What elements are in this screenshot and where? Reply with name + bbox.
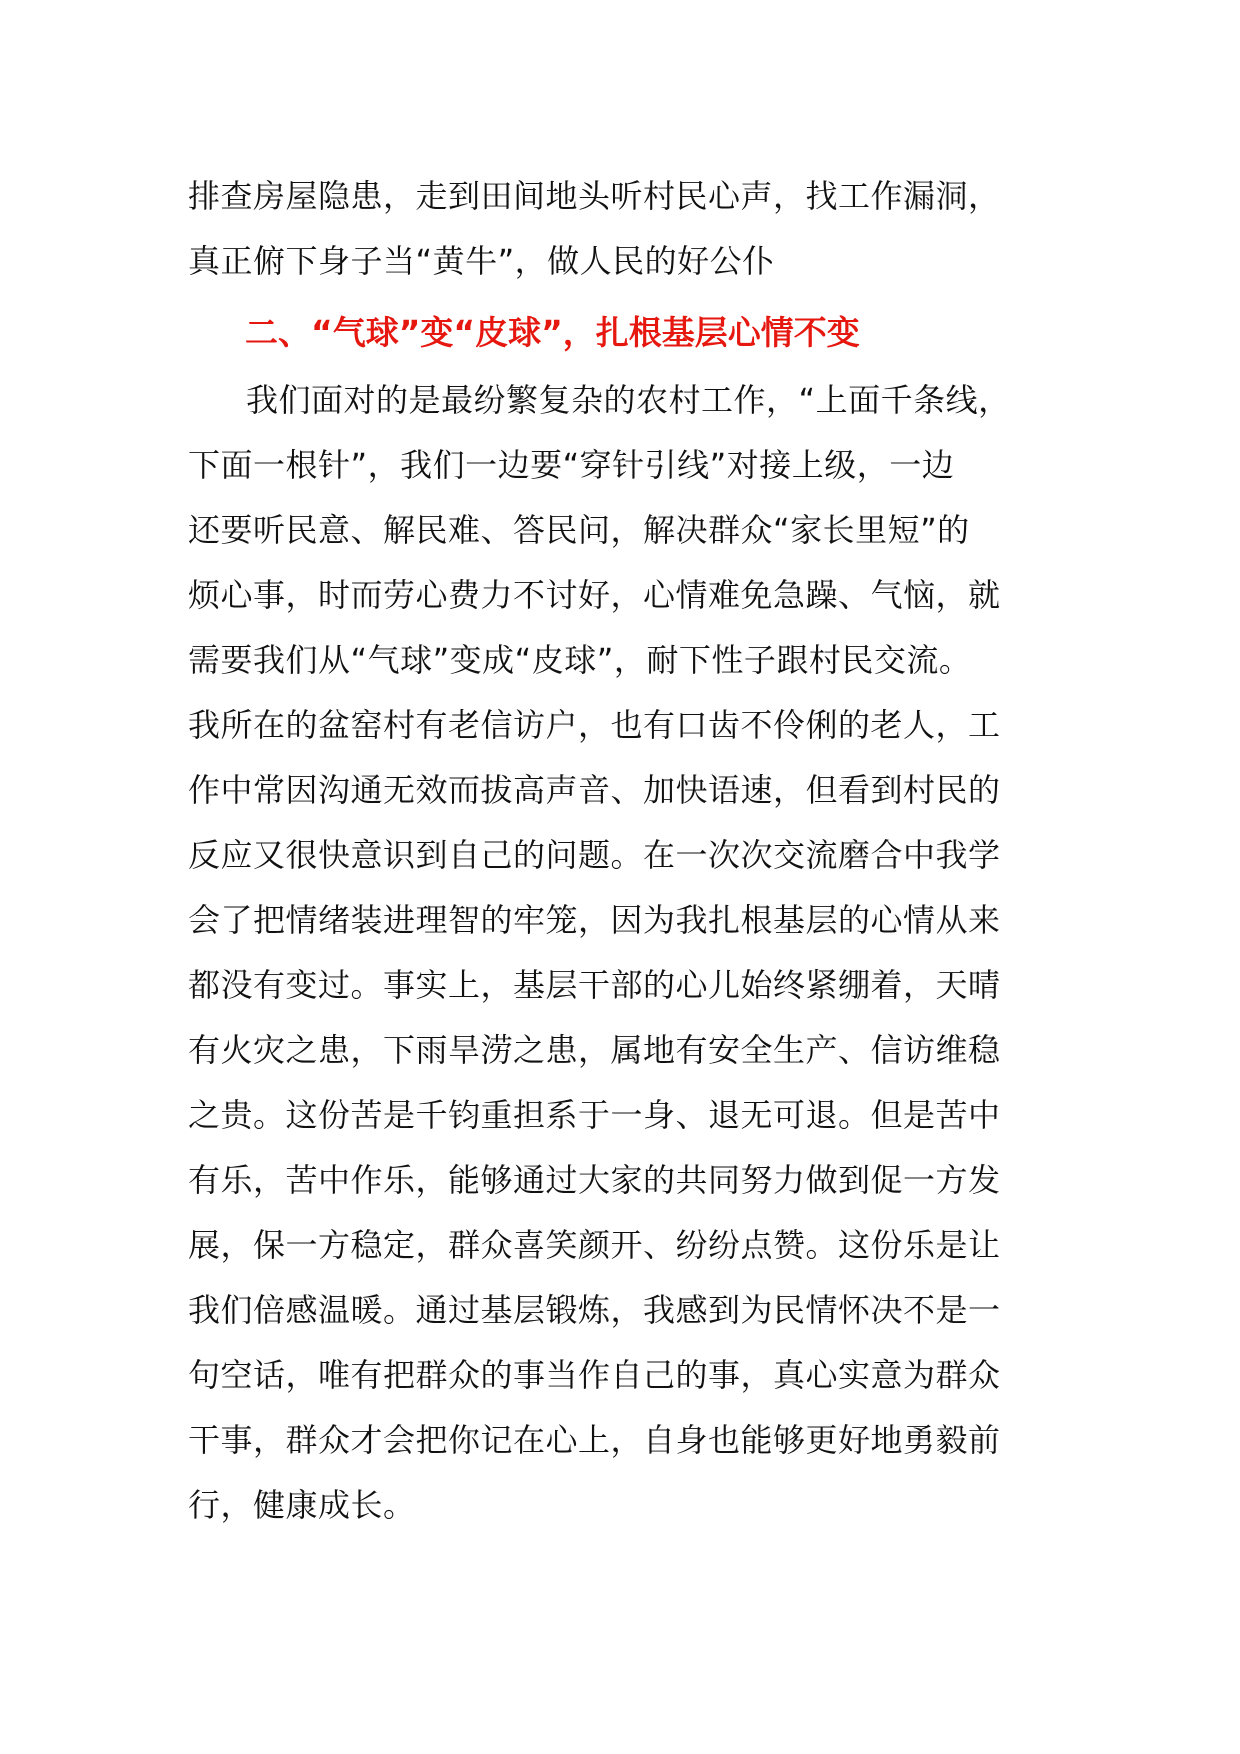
- body-line: 反应又很快意识到自己的问题。在一次次交流磨合中我学: [188, 836, 1001, 874]
- body-line: 需要我们从“气球”变成“皮球”，耐下性子跟村民交流。: [188, 641, 972, 679]
- body-line-last: 行，健康成长。: [188, 1486, 416, 1524]
- body-line: 有火灾之患，下雨旱涝之患，属地有安全生产、信访维稳: [188, 1031, 1001, 1069]
- body-line: 下面一根针”，我们一边要“穿针引线”对接上级，一边: [188, 446, 955, 484]
- body-line: 之贵。这份苦是千钧重担系于一身、退无可退。但是苦中: [188, 1096, 1001, 1134]
- body-line: 都没有变过。事实上，基层干部的心儿始终紧绷着，天晴: [188, 966, 1001, 1004]
- body-line: 干事，群众才会把你记在心上，自身也能够更好地勇毅前: [188, 1421, 1001, 1459]
- body-line: 会了把情绪装进理智的牢笼，因为我扎根基层的心情从来: [188, 901, 1001, 939]
- body-line: 作中常因沟通无效而拔高声音、加快语速，但看到村民的: [188, 771, 1001, 809]
- body-line: 我们倍感温暖。通过基层锻炼，我感到为民情怀决不是一: [188, 1291, 1001, 1329]
- body-line: 我所在的盆窑村有老信访户，也有口齿不伶俐的老人，工: [188, 706, 1001, 744]
- body-paragraph: [188, 368, 1068, 1538]
- body-line: 句空话，唯有把群众的事当作自己的事，真心实意为群众: [188, 1356, 1001, 1394]
- intro-paragraph: [188, 164, 1068, 294]
- body-line: 展，保一方稳定，群众喜笑颜开、纷纷点赞。这份乐是让: [188, 1226, 1001, 1264]
- section-heading: 二、“气球”变“皮球”，扎根基层心情不变: [245, 313, 860, 352]
- body-line: 有乐，苦中作乐，能够通过大家的共同努力做到促一方发: [188, 1161, 1001, 1199]
- body-line: 烦心事，时而劳心费力不讨好，心情难免急躁、气恼，就: [188, 576, 1001, 614]
- body-line-first: 我们面对的是最纷繁复杂的农村工作，“上面千条线，: [246, 381, 1011, 419]
- intro-line: 排查房屋隐患，走到田间地头听村民心声，找工作漏洞，: [188, 177, 1001, 215]
- intro-line: 真正俯下身子当“黄牛”，做人民的好公仆: [188, 242, 775, 280]
- body-line: 还要听民意、解民难、答民问，解决群众“家长里短”的: [188, 511, 970, 549]
